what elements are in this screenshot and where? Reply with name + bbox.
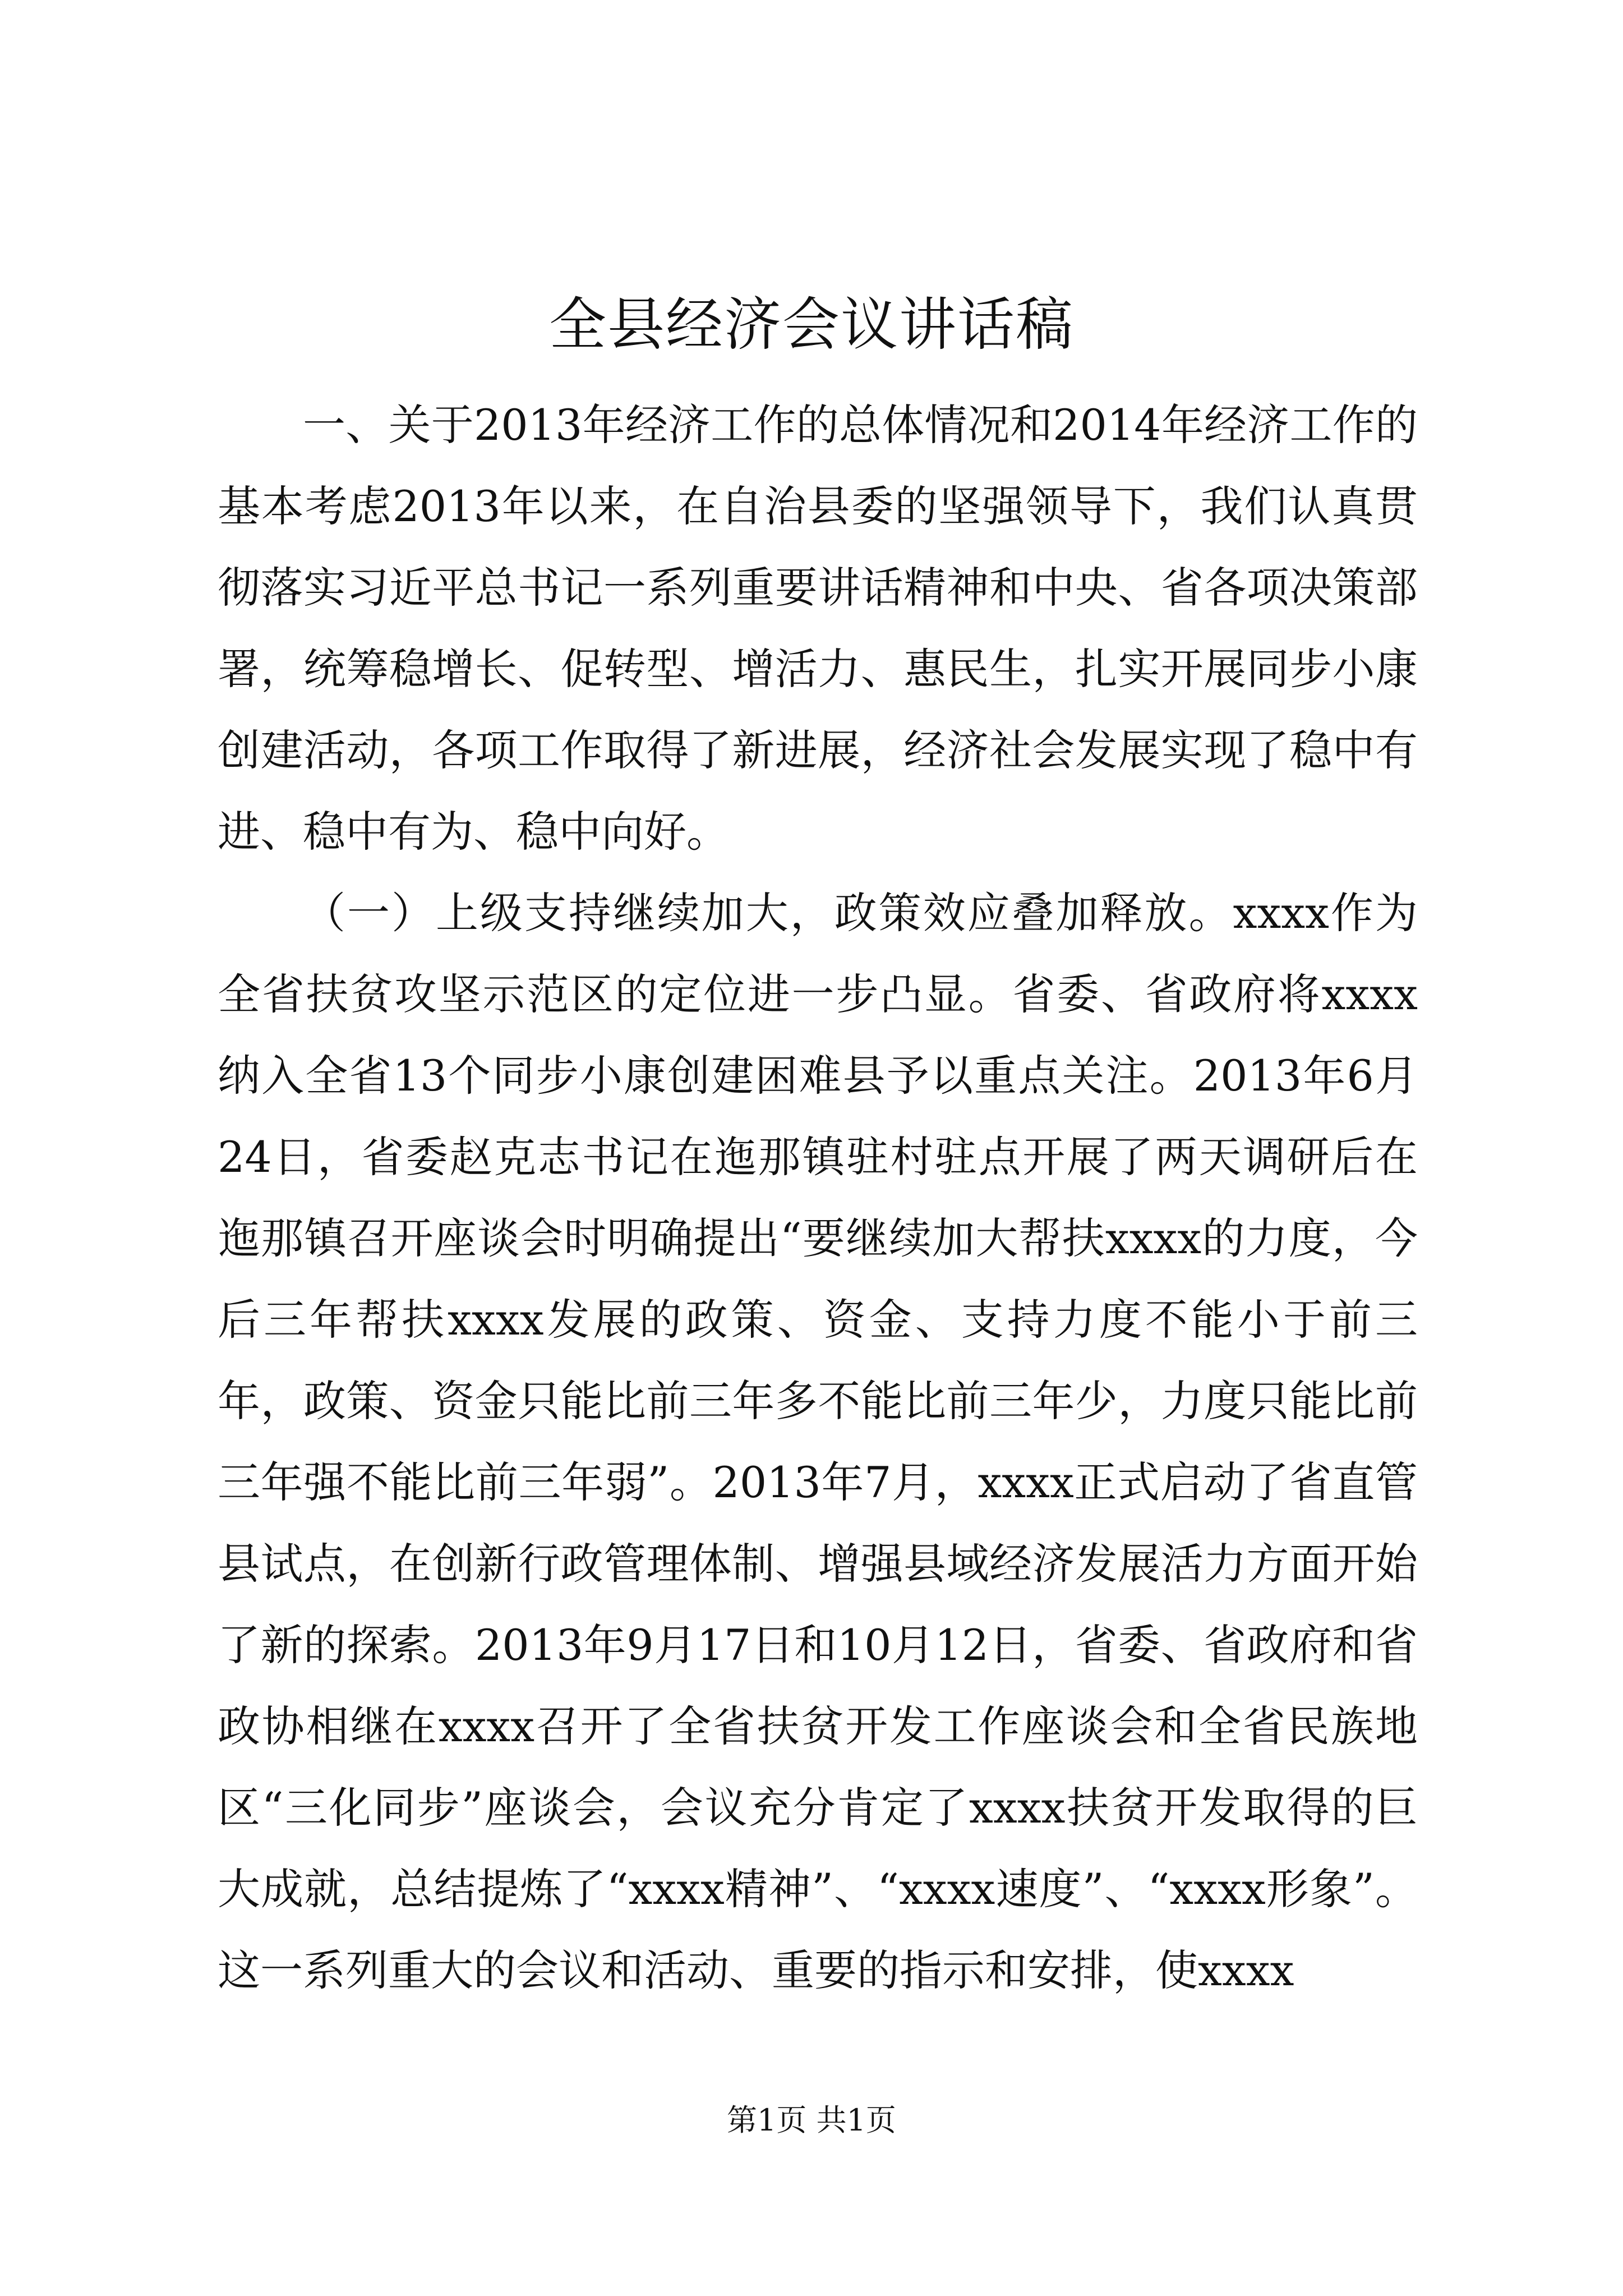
page-footer: 第1页 共1页 bbox=[727, 2102, 896, 2138]
paragraph-2: （一）上级支持继续加大，政策效应叠加释放。xxxx作为全省扶贫攻坚示范区的定位进一步凸显。省委、省政府将xxxx纳入全省13个同步小康创建困难县予以重点关注。2013年6月24日，省委赵克志书记在迤那镇驻村驻点开展了两天调研后在迤那镇召开座谈会时明确提出“要继续加大帮扶xxxx的力度，今后三年帮扶xxxx发展的政策、资金、支持力度不能小于前三年，政策、资金只能比前三年多不能比前三年少，力度只能比前三年强不能比前三年弱”。2013年7月，xxxx正式启动了省直管县试点，在创新行政管理体制、增强县域经济发展活力方面开始了新的探索。2013年9月17日和10月12日，省委、省政府和省政协相继在xxxx召开了全省扶贫开发工作座谈会和全省民族地区“三化同步”座谈会，会议充分肯定了xxxx扶贫开发取得的巨大成就，总结提炼了“xxxx精神”、“xxxx速度”、“xxxx形象”。这一系列重大的会议和活动、重要的指示和安排，使xxxx bbox=[218, 888, 1418, 1995]
document-title: 全县经济会议讲话稿 bbox=[549, 292, 1074, 358]
paragraph-1: 一、关于2013年经济工作的总体情况和2014年经济工作的基本考虑2013年以来，在自治县委的坚强领导下，我们认真贯彻落实习近平总书记一系列重要讲话精神和中央、省各项决策部署，统筹稳增长、促转型、增活力、惠民生，扎实开展同步小康创建活动，各项工作取得了新进展，经济社会发展实现了稳中有进、稳中有为、稳中向好。 bbox=[218, 400, 1418, 857]
document-body bbox=[218, 384, 1418, 2011]
